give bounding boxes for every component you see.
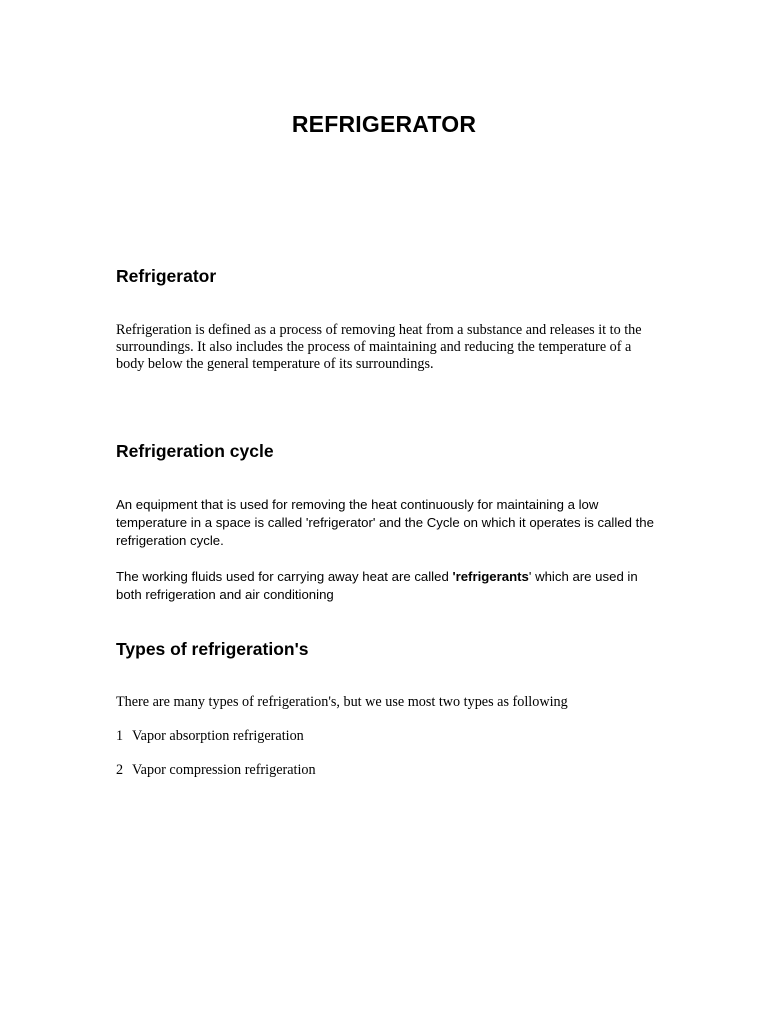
section-paragraph-refrigerants: [116, 568, 656, 604]
list-item-number: 2: [116, 762, 124, 778]
document-title: REFRIGERATOR: [291, 111, 477, 137]
section-paragraph-cycle-definition: An equipment that is used for removing the heat continuously for maintaining a low temperature in a space is called 'refrigerator' and the Cycle on which it operates is called the refrigeration cycle.: [116, 497, 654, 548]
list-item-text: Vapor absorption refrigeration: [132, 728, 304, 744]
refrigerants-text-after: ' which are used in both refrigeration and air conditioning: [116, 569, 638, 602]
section-body-refrigerator: Refrigeration is defined as a process of removing heat from a substance and releases it to the surroundings. It also includes the process of maintaining and reducing the temperature of a body below the general temperature of its surroundings.: [116, 322, 642, 372]
refrigerants-bold-term: 'refrigerants: [452, 569, 529, 584]
refrigerants-text-before: The working fluids used for carrying away heat are called: [116, 569, 453, 584]
section-heading-refrigeration-cycle: Refrigeration cycle: [116, 441, 274, 461]
list-item-number: 1: [116, 728, 124, 744]
types-intro: There are many types of refrigeration's, but we use most two types as following: [116, 694, 568, 710]
section-heading-types: Types of refrigeration's: [116, 639, 309, 659]
list-item: [116, 762, 316, 779]
list-item-text: Vapor compression refrigeration: [132, 762, 316, 778]
list-item: [116, 728, 304, 745]
section-heading-refrigerator: Refrigerator: [116, 266, 217, 286]
